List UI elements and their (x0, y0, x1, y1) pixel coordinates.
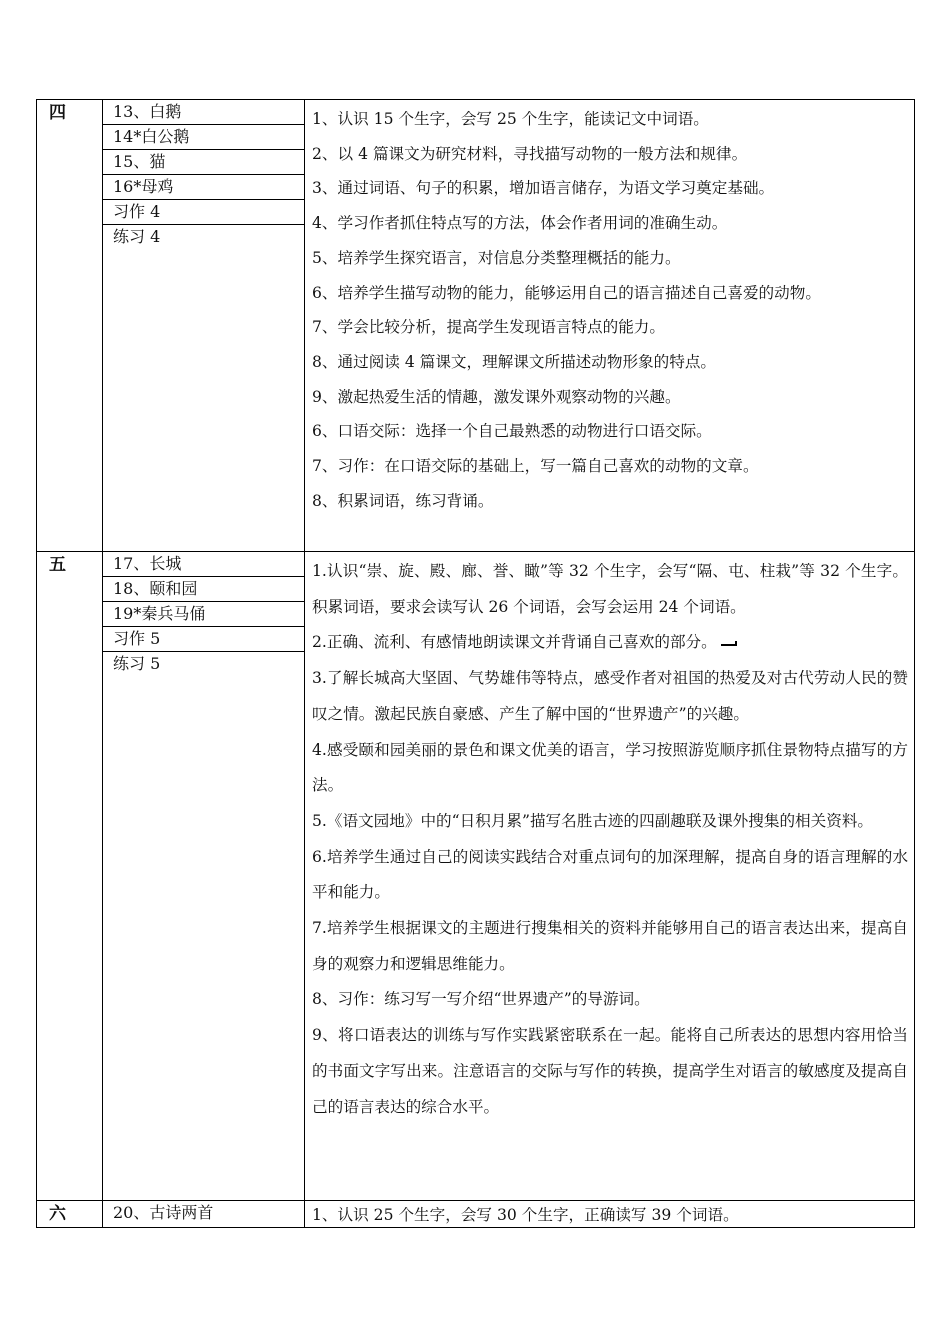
goal-item: 9、将口语表达的训练与写作实践紧密联系在一起。能将自己所表达的思想内容用恰当的书面文字写出来。注意语言的交际与写作的转换，提高学生对语言的敏感度及提高自己的语言表达的综合水平。 (312, 1026, 908, 1116)
lessons-cell (103, 552, 305, 1201)
lesson-list (103, 100, 304, 249)
section-row-6 (37, 1201, 915, 1228)
lessons-cell (103, 1201, 305, 1228)
goal-item: 5、培养学生探究语言，对信息分类整理概括的能力。 (312, 248, 681, 267)
lesson-item: 练习 4 (113, 227, 161, 246)
goal-item: 2、以 4 篇课文为研究材料，寻找描写动物的一般方法和规律。 (312, 144, 748, 163)
goal-item: 4、学习作者抓住特点写的方法，体会作者用词的准确生动。 (312, 214, 728, 233)
unit-cell (37, 1201, 103, 1228)
unit-cell (37, 552, 103, 1201)
goal-item: 6、培养学生描写动物的能力，能够运用自己的语言描述自己喜爱的动物。 (312, 283, 821, 302)
lesson-item: 16*母鸡 (103, 175, 304, 200)
goals-cell (305, 1201, 915, 1228)
goal-item: 1.认识“崇、旋、殿、廊、誉、瞰”等 32 个生字，会写“隔、屯、柱栽”等 32 个生字。积累词语，要求会读写认 26 个词语，会写会运用 24 个词语。 (312, 562, 908, 616)
lesson-item: 练习 5 (113, 654, 161, 673)
section-row-5 (37, 552, 915, 1201)
goal-item: 3、通过词语、句子的积累，增加语言储存，为语文学习奠定基础。 (312, 179, 775, 198)
goal-item: 6.培养学生通过自己的阅读实践结合对重点词句的加深理解，提高自身的语言理解的水平和能力。 (312, 847, 908, 902)
goal-item: 1、认识 15 个生字，会写 25 个生字，能读记文中词语。 (312, 110, 709, 128)
goal-item: 7、学会比较分析，提高学生发现语言特点的能力。 (312, 318, 665, 337)
unit-label: 五 (49, 555, 66, 575)
goal-item: 8、习作：练习写一写介绍“世界遗产”的导游词。 (312, 990, 650, 1009)
lesson-list (103, 1201, 304, 1225)
lesson-item: 习作 5 (103, 627, 304, 652)
edit-mark-icon (721, 641, 737, 646)
goal-item: 3.了解长城高大坚固、气势雄伟等特点，感受作者对祖国的热爱及对古代劳动人民的赞叹之情。激起民族自豪感、产生了解中国的“世界遗产”的兴趣。 (312, 669, 908, 723)
lesson-item: 13、白鹅 (103, 100, 304, 125)
lesson-item: 20、古诗两首 (113, 1203, 214, 1222)
goal-item: 7.培养学生根据课文的主题进行搜集相关的资料并能够用自己的语言表达出来，提高自身的观察力和逻辑思维能力。 (312, 919, 908, 973)
section-row-4 (37, 100, 915, 552)
goal-item: 5.《语文园地》中的“日积月累”描写名胜古迹的四副趣联及课外搜集的相关资料。 (312, 811, 874, 830)
goal-item: 8、积累词语，练习背诵。 (312, 491, 494, 510)
curriculum-table (36, 99, 915, 1228)
goal-item: 1、认识 25 个生字，会写 30 个生字，正确读写 39 个词语。 (312, 1206, 739, 1224)
lesson-item: 18、颐和园 (103, 577, 304, 602)
goals-cell (305, 100, 915, 552)
goal-text: 2.正确、流利、有感情地朗读课文并背诵自己喜欢的部分。 (312, 633, 717, 652)
lessons-cell (103, 100, 305, 552)
lesson-item: 习作 4 (103, 200, 304, 225)
lesson-list (103, 552, 304, 676)
lesson-item: 14*白公鹅 (103, 125, 304, 150)
goal-item (312, 625, 908, 661)
goal-list (305, 100, 914, 518)
unit-cell (37, 100, 103, 552)
goal-list (305, 1201, 914, 1227)
goal-item: 9、激起热爱生活的情趣，激发课外观察动物的兴趣。 (312, 387, 681, 406)
goal-item: 7、习作：在口语交际的基础上，写一篇自己喜欢的动物的文章。 (312, 457, 759, 476)
goal-item: 6、口语交际：选择一个自己最熟悉的动物进行口语交际。 (312, 422, 712, 441)
unit-label: 四 (49, 103, 66, 123)
lesson-item: 19*秦兵马俑 (103, 602, 304, 627)
goal-item: 8、通过阅读 4 篇课文，理解课文所描述动物形象的特点。 (312, 352, 717, 371)
lesson-item: 17、长城 (103, 552, 304, 577)
goal-list (305, 552, 914, 1125)
lesson-item: 15、猫 (103, 150, 304, 175)
goals-cell (305, 552, 915, 1201)
goal-item: 4.感受颐和园美丽的景色和课文优美的语言，学习按照游览顺序抓住景物特点描写的方法。 (312, 740, 908, 795)
unit-label: 六 (49, 1204, 66, 1224)
